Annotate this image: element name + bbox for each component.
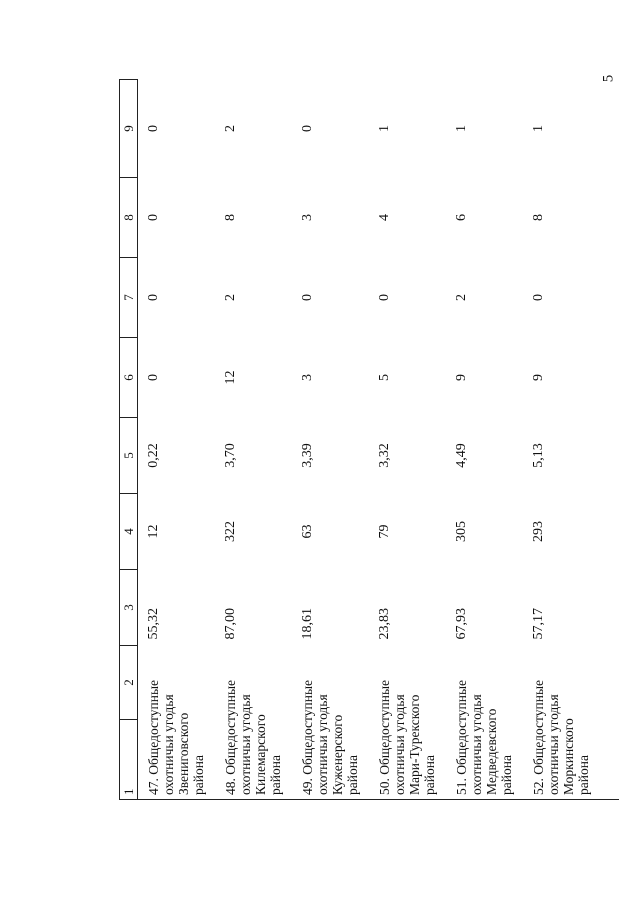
row-name-line: 51. Общедоступные <box>453 679 469 795</box>
cell-col-8: 0 <box>146 214 161 221</box>
row-name-line: охотничьи угодья <box>545 694 561 795</box>
header-row <box>120 80 138 800</box>
cell-col-3: 23,83 <box>376 608 392 640</box>
row-name-line: охотничьи угодья <box>161 694 176 795</box>
cell-col-4: 12 <box>146 524 161 539</box>
row-name <box>138 646 215 800</box>
table-row <box>446 80 523 800</box>
row-name-line: охотничьи угодья <box>314 694 330 795</box>
cell-col-6: 5 <box>376 374 392 381</box>
row-name-line: 52. Общедоступные <box>530 679 546 795</box>
cell-col-5: 4,49 <box>453 443 469 468</box>
cell-col-8: 6 <box>453 214 469 221</box>
header-col-1: 1 <box>120 720 138 800</box>
cell-col-6: 9 <box>453 374 469 381</box>
header-col-6: 6 <box>120 338 138 418</box>
row-name-line: охотничьи угодья <box>391 694 407 795</box>
row-name-line: 48. Общедоступные <box>222 679 238 795</box>
row-name-line: 47. Общедоступные <box>146 679 161 795</box>
cell-col-7: 0 <box>376 294 392 301</box>
rotated-table-container <box>119 80 604 800</box>
row-name <box>292 646 369 800</box>
row-name-line: Моркинского <box>560 718 576 795</box>
cell-col-4: 293 <box>530 521 546 542</box>
cell-col-9: 0 <box>299 125 315 132</box>
cell-col-7: 2 <box>453 294 469 301</box>
cell-col-7: 2 <box>222 294 238 301</box>
table-row <box>215 80 292 800</box>
cell-col-6: 3 <box>299 374 315 381</box>
cell-col-4: 305 <box>453 521 469 542</box>
header-col-3: 3 <box>120 570 138 646</box>
table-row <box>292 80 369 800</box>
cell-col-4: 79 <box>376 524 392 539</box>
row-name <box>369 646 446 800</box>
header-col-8: 8 <box>120 178 138 258</box>
row-name-line: Килемарского <box>252 714 268 795</box>
cell-col-8: 8 <box>222 214 238 221</box>
row-name-line: 49. Общедоступные <box>299 679 315 795</box>
cell-col-6: 9 <box>530 374 546 381</box>
cell-col-3: 87,00 <box>222 608 238 640</box>
cell-col-3: 57,17 <box>530 608 546 640</box>
cell-col-7: 0 <box>530 294 546 301</box>
row-name <box>523 646 619 800</box>
cell-col-4: 63 <box>299 524 315 539</box>
row-name-line: Медведевского <box>483 708 499 795</box>
row-name-line: района <box>267 755 283 795</box>
row-name <box>446 646 523 800</box>
row-name-line: Куженерского <box>329 714 345 795</box>
cell-col-9: 1 <box>530 125 546 132</box>
cell-col-8: 8 <box>530 214 546 221</box>
cell-col-7: 0 <box>146 294 161 301</box>
table-row <box>138 80 215 800</box>
cell-col-9: 0 <box>146 125 161 132</box>
cell-col-6: 12 <box>222 370 238 385</box>
header-col-2: 2 <box>120 646 138 720</box>
header-col-7: 7 <box>120 258 138 338</box>
row-name-line: Мари-Турекского <box>406 694 422 795</box>
header-col-9: 9 <box>120 80 138 178</box>
row-name-line: 50. Общедоступные <box>376 679 392 795</box>
cell-col-8: 3 <box>299 214 315 221</box>
row-name-line: района <box>191 755 206 795</box>
cell-col-5: 3,70 <box>222 443 238 468</box>
row-name-line: района <box>421 755 437 795</box>
header-col-5: 5 <box>120 418 138 494</box>
table-row <box>523 80 619 800</box>
cell-col-5: 3,39 <box>299 443 315 468</box>
row-name-line: охотничьи угодья <box>468 694 484 795</box>
cell-col-5: 3,32 <box>376 443 392 468</box>
cell-col-4: 322 <box>222 521 238 542</box>
hunting-grounds-table <box>119 79 619 800</box>
cell-col-3: 67,93 <box>453 608 469 640</box>
row-name <box>215 646 292 800</box>
cell-col-9: 1 <box>453 125 469 132</box>
cell-col-3: 18,61 <box>299 608 315 640</box>
cell-col-5: 0,22 <box>146 443 161 468</box>
cell-col-9: 2 <box>222 125 238 132</box>
cell-col-7: 0 <box>299 294 315 301</box>
row-name-line: охотничьи угодья <box>237 694 253 795</box>
page-number: 5 <box>599 74 616 83</box>
header-col-4: 4 <box>120 494 138 570</box>
cell-col-9: 1 <box>376 125 392 132</box>
cell-col-8: 4 <box>376 214 392 221</box>
cell-col-6: 0 <box>146 374 161 381</box>
row-name-line: Звениговского <box>176 712 191 795</box>
row-name-line: района <box>575 755 591 795</box>
cell-col-3: 55,32 <box>146 608 161 640</box>
row-name-line: района <box>498 755 514 795</box>
table-row <box>369 80 446 800</box>
row-name-line: района <box>344 755 360 795</box>
cell-col-5: 5,13 <box>530 443 546 468</box>
